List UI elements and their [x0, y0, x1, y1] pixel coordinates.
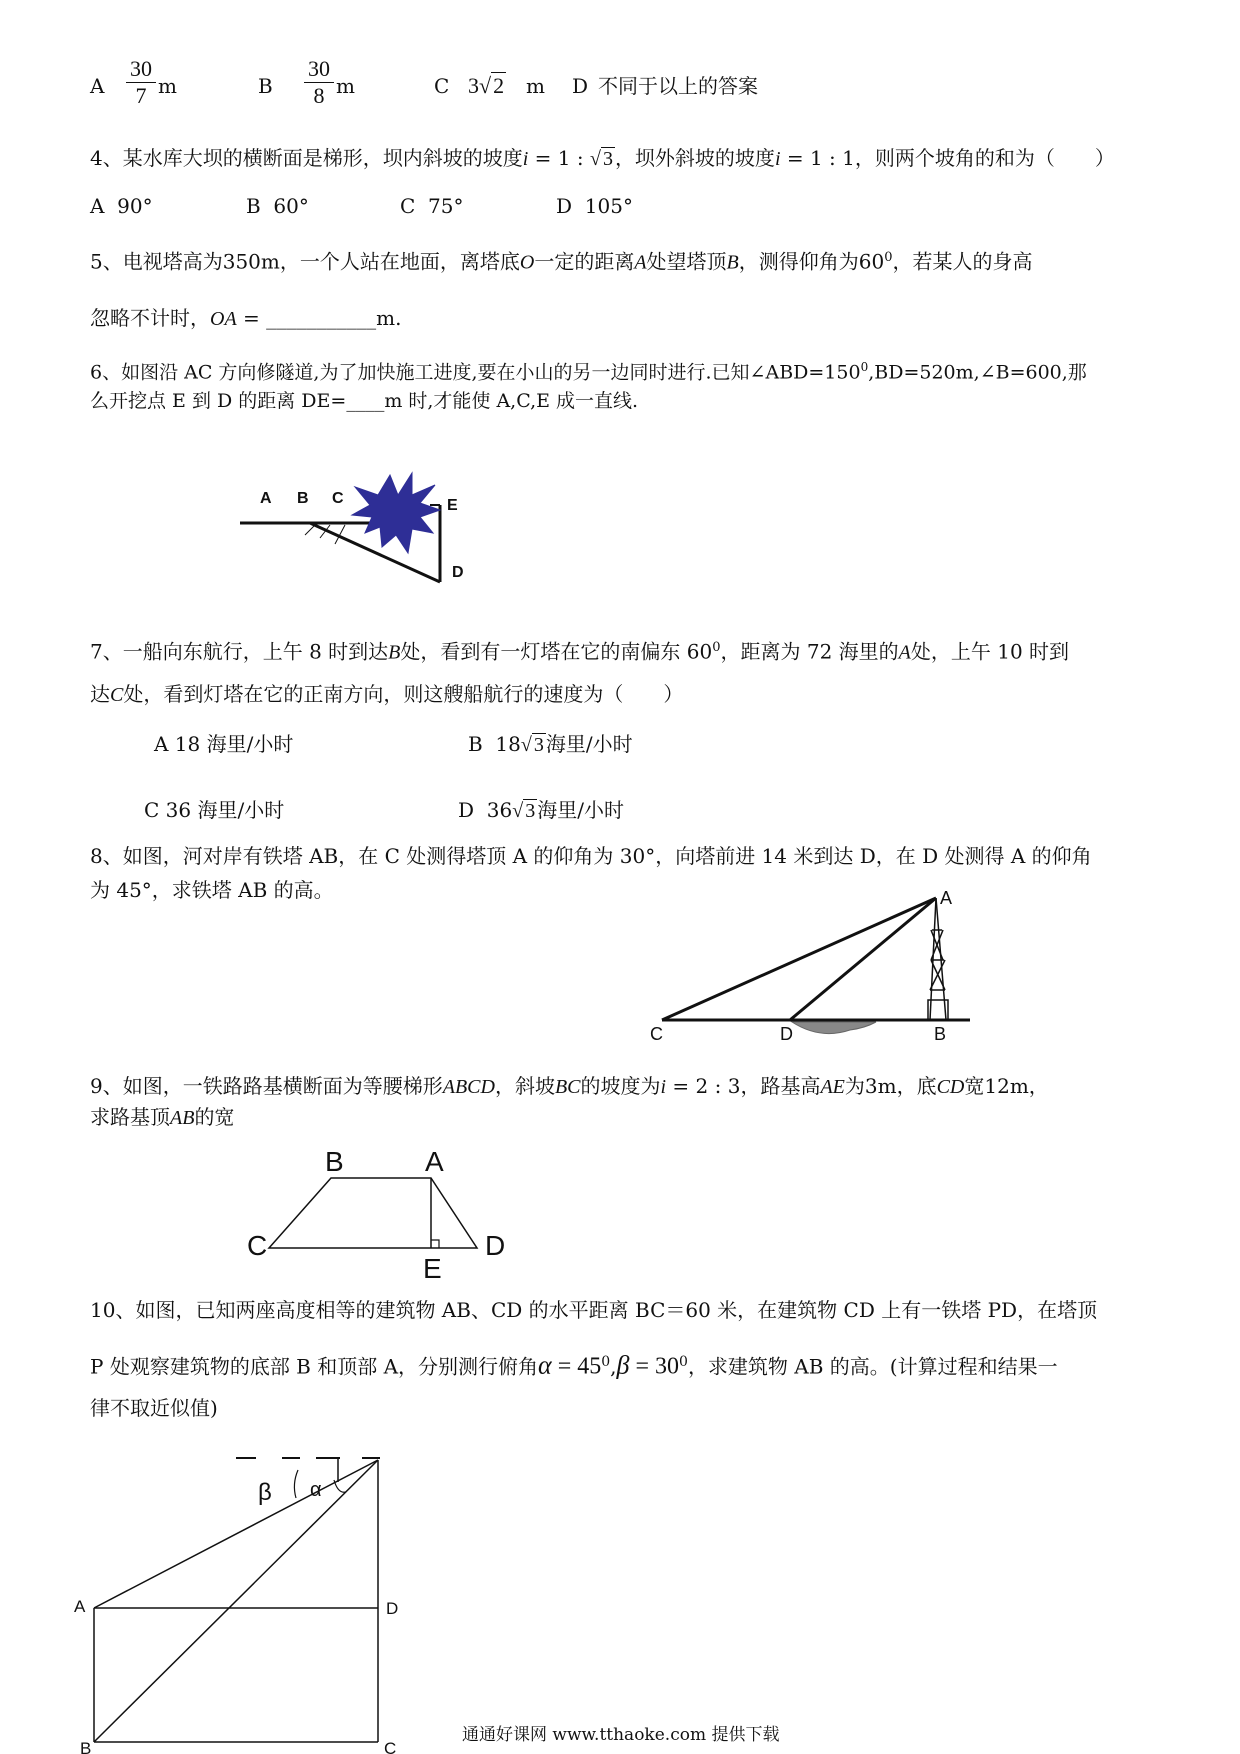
q8-figure	[650, 888, 970, 1044]
q8-line-2: 为 45°，求铁塔 AB 的高。	[90, 878, 334, 902]
q10-line-2: P 处观察建筑物的底部 B 和顶部 A，分别测行俯角$\alpha = 45^0,\beta = 30^0$，求建筑物 AB 的高。(计算过程和结果一	[90, 1350, 1058, 1380]
q9-label-d: D	[485, 1230, 506, 1261]
q3-option-c: C	[434, 74, 450, 98]
q6-line-1: 6、如图沿 AC 方向修隧道,为了加快施工进度,要在小山的另一边同时进行.已知$\angle ABD=150^0,BD=520m,\angle B=600$,那	[90, 360, 1087, 384]
q9-label-e: E	[423, 1253, 442, 1284]
q8-label-a: A	[940, 888, 953, 908]
q10-figure	[72, 1450, 412, 1754]
q9-line-1: 9、如图，一铁路路基横断面为等腰梯形ABCD，斜坡BC的坡度为i = 2 : 3，路基高AE为3m，底CD宽12m，	[90, 1074, 1049, 1098]
q10-line-1: 10、如图，已知两座高度相等的建筑物 AB、CD 的水平距离 BC＝60 米，在建筑物 CD 上有一铁塔 PD，在塔顶	[90, 1298, 1098, 1322]
q6-line-2: 么开挖点 E 到 D 的距离 DE=____m 时,才能使 A,C,E 成一直线.	[90, 390, 639, 412]
q7-line-1: 7、一船向东航行，上午 8 时到达B处，看到有一灯塔在它的南偏东 $60^0$，距离为 72 海里的A处，上午 10 时到	[90, 639, 1070, 664]
q6-label-b: B	[297, 490, 309, 507]
q9-label-a: A	[425, 1146, 444, 1177]
page-footer: 通通好课网 www.tthaoke.com 提供下载	[462, 1725, 780, 1745]
q6-figure	[240, 465, 480, 585]
hill-shape	[352, 473, 440, 553]
q4-option-a: A 90°	[90, 194, 153, 218]
q5-line-2: 忽略不计时，OA = ___________m.	[90, 306, 402, 330]
q10-label-d: D	[386, 1599, 399, 1618]
q4-option-d: D 105°	[556, 194, 633, 218]
q9-label-b: B	[325, 1146, 344, 1177]
q7-option-d: D 36√ 3 海里/小时	[458, 798, 624, 822]
q3-option-d: D	[572, 74, 589, 98]
q3-option-b: B	[258, 74, 273, 98]
q7-option-a: A 18 海里/小时	[154, 732, 294, 756]
q8-line-1: 8、如图，河对岸有铁塔 AB，在 C 处测得塔顶 A 的仰角为 30°，向塔前进 14 米到达 D，在 D 处测得 A 的仰角	[90, 844, 1092, 868]
q8-label-d: D	[780, 1024, 793, 1044]
q7-line-2: 达C处，看到灯塔在它的正南方向，则这艘船航行的速度为（ ）	[90, 682, 684, 706]
q4-option-b: B 60°	[246, 194, 309, 218]
q4-option-c: C 75°	[400, 194, 464, 218]
q10-line-3: 律不取近似值)	[90, 1396, 218, 1420]
q9-figure	[245, 1140, 515, 1284]
tower-icon	[928, 898, 948, 1020]
q6-label-e: E	[447, 497, 458, 514]
q6-label-c: C	[332, 490, 344, 507]
q4-question: 4、某水库大坝的横断面是梯形，坝内斜坡的坡度i = 1 : √ 3 ，坝外斜坡的坡度i = 1 : 1，则两个坡角的和为（ ）	[90, 146, 1115, 170]
q7-option-b: B 18√ 3 海里/小时	[468, 732, 633, 756]
q5-line-1: 5、电视塔高为350m，一个人站在地面，离塔底O一定的距离A处望塔顶B，测得仰角为$60^0$，若某人的身高	[90, 249, 1033, 274]
q8-label-c: C	[650, 1024, 663, 1044]
q8-label-b: B	[934, 1024, 947, 1044]
river-shape	[792, 1022, 876, 1034]
q3-fraction-b: $\frac{30}{8}$	[304, 56, 334, 109]
q10-label-b: B	[80, 1739, 92, 1754]
q3-sqrt-c: 3√2	[468, 73, 505, 98]
q10-label-beta: β	[258, 1479, 272, 1506]
q9-line-2: 求路基顶AB的宽	[90, 1105, 235, 1129]
q7-option-c: C 36 海里/小时	[144, 798, 285, 822]
q9-label-c: C	[247, 1230, 268, 1261]
q6-label-a: A	[260, 490, 272, 507]
q10-label-c: C	[384, 1739, 397, 1754]
q10-label-a: A	[74, 1597, 86, 1616]
q3-fraction-a: $\frac{30}{7}$	[126, 56, 156, 109]
q10-label-alpha: α	[310, 1479, 322, 1501]
q3-option-a: A	[90, 74, 105, 98]
q6-label-d: D	[452, 564, 464, 581]
